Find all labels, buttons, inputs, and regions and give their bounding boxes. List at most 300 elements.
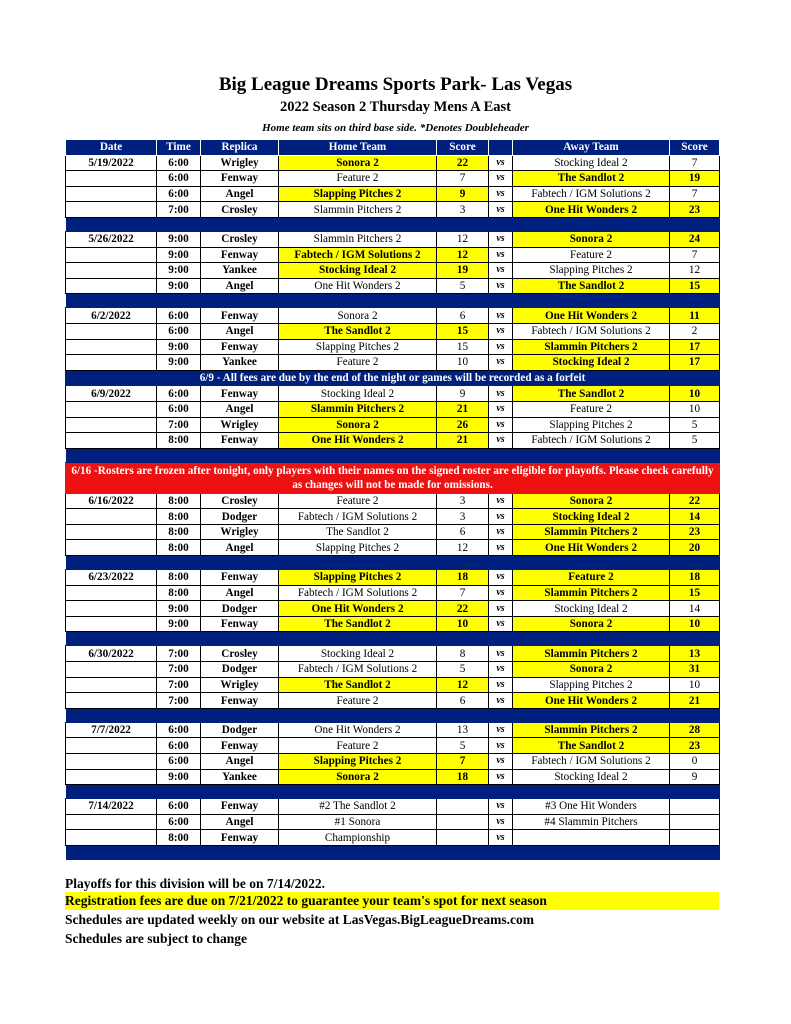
game-row xyxy=(66,278,720,294)
game-date xyxy=(66,278,157,294)
game-row xyxy=(66,722,720,738)
away-team: Feature 2 xyxy=(513,401,670,417)
home-score: 3 xyxy=(437,493,489,509)
home-score: 7 xyxy=(437,171,489,187)
game-date xyxy=(66,417,157,433)
game-row xyxy=(66,646,720,662)
game-date xyxy=(66,339,157,355)
game-replica: Yankee xyxy=(201,355,279,371)
game-replica: Fenway xyxy=(201,616,279,632)
home-score: 26 xyxy=(437,417,489,433)
away-team: Stocking Ideal 2 xyxy=(513,601,670,617)
home-score: 10 xyxy=(437,355,489,371)
away-team xyxy=(513,830,670,846)
game-time: 9:00 xyxy=(157,247,201,263)
game-row xyxy=(66,355,720,371)
footer-website: Schedules are updated weekly on our website at LasVegas.BigLeagueDreams.com xyxy=(65,912,535,927)
home-team: Slapping Pitches 2 xyxy=(279,754,437,770)
game-row xyxy=(66,433,720,449)
away-team: Feature 2 xyxy=(513,247,670,263)
home-team: Slapping Pitches 2 xyxy=(279,339,437,355)
game-row xyxy=(66,830,720,846)
footer-disclaimer: Schedules are subject to change xyxy=(65,931,247,946)
page-note: Home team sits on third base side. *Denotes Doubleheader xyxy=(262,122,529,134)
game-replica: Angel xyxy=(201,186,279,202)
week-separator xyxy=(66,785,720,799)
game-time: 6:00 xyxy=(157,754,201,770)
vs-label: vs xyxy=(489,433,513,449)
schedule-body xyxy=(66,140,720,860)
away-score: 7 xyxy=(670,155,720,171)
game-replica: Dodger xyxy=(201,601,279,617)
game-date: 6/16/2022 xyxy=(66,493,157,509)
vs-label: vs xyxy=(489,323,513,339)
game-time: 9:00 xyxy=(157,263,201,279)
away-team: Sonora 2 xyxy=(513,616,670,632)
roster-notice: 6/16 -Rosters are frozen after tonight, only players with their names on the signed roster are eligible for playoffs. Please check carefully as changes will not be made for omissions. xyxy=(66,462,720,493)
game-time: 9:00 xyxy=(157,278,201,294)
game-row xyxy=(66,601,720,617)
game-row xyxy=(66,509,720,525)
game-row xyxy=(66,202,720,218)
home-score xyxy=(437,830,489,846)
vs-label: vs xyxy=(489,830,513,846)
vs-label: vs xyxy=(489,155,513,171)
game-date xyxy=(66,355,157,371)
home-team: One Hit Wonders 2 xyxy=(279,722,437,738)
game-date xyxy=(66,601,157,617)
away-team: One Hit Wonders 2 xyxy=(513,308,670,324)
game-time: 8:00 xyxy=(157,493,201,509)
away-score: 12 xyxy=(670,263,720,279)
fees-notice: 6/9 - All fees are due by the end of the night or games will be recorded as a forfeit xyxy=(66,370,720,386)
game-date xyxy=(66,662,157,678)
game-replica: Wrigley xyxy=(201,677,279,693)
home-score: 6 xyxy=(437,308,489,324)
home-team: Feature 2 xyxy=(279,171,437,187)
game-row xyxy=(66,677,720,693)
away-team: Stocking Ideal 2 xyxy=(513,769,670,785)
vs-label: vs xyxy=(489,386,513,402)
away-team: Slapping Pitches 2 xyxy=(513,417,670,433)
game-row xyxy=(66,585,720,601)
home-score: 5 xyxy=(437,278,489,294)
vs-label: vs xyxy=(489,417,513,433)
away-score: 15 xyxy=(670,585,720,601)
away-score: 28 xyxy=(670,722,720,738)
game-replica: Fenway xyxy=(201,433,279,449)
game-replica: Dodger xyxy=(201,662,279,678)
separator-cell xyxy=(66,845,720,859)
away-score: 14 xyxy=(670,601,720,617)
home-score: 6 xyxy=(437,524,489,540)
vs-label: vs xyxy=(489,263,513,279)
game-time: 7:00 xyxy=(157,677,201,693)
game-replica: Angel xyxy=(201,814,279,830)
away-team: Slammin Pitchers 2 xyxy=(513,339,670,355)
away-team: Slammin Pitchers 2 xyxy=(513,722,670,738)
away-score: 0 xyxy=(670,754,720,770)
game-date: 6/23/2022 xyxy=(66,570,157,586)
home-team: Stocking Ideal 2 xyxy=(279,646,437,662)
vs-label: vs xyxy=(489,171,513,187)
home-team: One Hit Wonders 2 xyxy=(279,601,437,617)
game-time: 7:00 xyxy=(157,646,201,662)
away-team: Sonora 2 xyxy=(513,231,670,247)
col-replica: Replica xyxy=(201,140,279,156)
away-team: Feature 2 xyxy=(513,570,670,586)
vs-label: vs xyxy=(489,401,513,417)
away-team: Sonora 2 xyxy=(513,493,670,509)
game-row xyxy=(66,308,720,324)
home-team: #1 Sonora xyxy=(279,814,437,830)
game-date xyxy=(66,433,157,449)
away-team: Slapping Pitches 2 xyxy=(513,263,670,279)
home-score: 9 xyxy=(437,386,489,402)
home-score: 22 xyxy=(437,601,489,617)
game-time: 8:00 xyxy=(157,540,201,556)
away-score: 5 xyxy=(670,417,720,433)
home-score: 18 xyxy=(437,570,489,586)
away-team: Stocking Ideal 2 xyxy=(513,509,670,525)
away-score: 19 xyxy=(670,171,720,187)
vs-label: vs xyxy=(489,524,513,540)
game-replica: Angel xyxy=(201,540,279,556)
home-score xyxy=(437,814,489,830)
home-team: Fabtech / IGM Solutions 2 xyxy=(279,509,437,525)
home-score: 21 xyxy=(437,401,489,417)
game-time: 6:00 xyxy=(157,386,201,402)
game-time: 7:00 xyxy=(157,417,201,433)
game-row xyxy=(66,769,720,785)
home-team: Fabtech / IGM Solutions 2 xyxy=(279,247,437,263)
game-row xyxy=(66,171,720,187)
game-row xyxy=(66,814,720,830)
col-vs xyxy=(489,140,513,156)
away-team: #3 One Hit Wonders xyxy=(513,799,670,815)
away-score: 18 xyxy=(670,570,720,586)
game-replica: Fenway xyxy=(201,693,279,709)
away-team: One Hit Wonders 2 xyxy=(513,202,670,218)
vs-label: vs xyxy=(489,231,513,247)
away-team: Fabtech / IGM Solutions 2 xyxy=(513,323,670,339)
game-row xyxy=(66,662,720,678)
away-score: 10 xyxy=(670,616,720,632)
vs-label: vs xyxy=(489,509,513,525)
header-row xyxy=(66,140,720,156)
game-time: 6:00 xyxy=(157,401,201,417)
away-score: 10 xyxy=(670,386,720,402)
game-date: 6/2/2022 xyxy=(66,308,157,324)
fees-notice-row xyxy=(66,370,720,386)
game-row xyxy=(66,247,720,263)
week-separator xyxy=(66,448,720,462)
game-time: 6:00 xyxy=(157,308,201,324)
vs-label: vs xyxy=(489,662,513,678)
home-team: Slapping Pitches 2 xyxy=(279,186,437,202)
game-row xyxy=(66,754,720,770)
home-team: Feature 2 xyxy=(279,355,437,371)
home-score: 15 xyxy=(437,339,489,355)
game-row xyxy=(66,799,720,815)
vs-label: vs xyxy=(489,769,513,785)
game-time: 7:00 xyxy=(157,662,201,678)
away-team: Sonora 2 xyxy=(513,662,670,678)
game-date xyxy=(66,830,157,846)
away-team: Stocking Ideal 2 xyxy=(513,155,670,171)
home-score: 7 xyxy=(437,585,489,601)
vs-label: vs xyxy=(489,570,513,586)
game-replica: Yankee xyxy=(201,263,279,279)
home-team: Feature 2 xyxy=(279,693,437,709)
away-score: 11 xyxy=(670,308,720,324)
game-time: 6:00 xyxy=(157,738,201,754)
game-date: 5/19/2022 xyxy=(66,155,157,171)
game-replica: Fenway xyxy=(201,799,279,815)
game-time: 8:00 xyxy=(157,509,201,525)
game-replica: Angel xyxy=(201,401,279,417)
home-score: 12 xyxy=(437,231,489,247)
page-subtitle: 2022 Season 2 Thursday Mens A East xyxy=(280,99,511,115)
game-row xyxy=(66,540,720,556)
home-score: 18 xyxy=(437,769,489,785)
vs-label: vs xyxy=(489,799,513,815)
away-score: 21 xyxy=(670,693,720,709)
away-score: 23 xyxy=(670,524,720,540)
away-team: The Sandlot 2 xyxy=(513,738,670,754)
game-replica: Wrigley xyxy=(201,155,279,171)
game-date xyxy=(66,171,157,187)
week-separator xyxy=(66,632,720,646)
home-team: Slammin Pitchers 2 xyxy=(279,202,437,218)
home-score: 5 xyxy=(437,662,489,678)
week-separator xyxy=(66,845,720,859)
home-team: Sonora 2 xyxy=(279,417,437,433)
home-score: 9 xyxy=(437,186,489,202)
home-team: Sonora 2 xyxy=(279,769,437,785)
col-home-score: Score xyxy=(437,140,489,156)
vs-label: vs xyxy=(489,278,513,294)
vs-label: vs xyxy=(489,355,513,371)
vs-label: vs xyxy=(489,601,513,617)
away-score: 9 xyxy=(670,769,720,785)
vs-label: vs xyxy=(489,814,513,830)
game-date: 6/9/2022 xyxy=(66,386,157,402)
away-score: 15 xyxy=(670,278,720,294)
week-separator xyxy=(66,708,720,722)
game-replica: Fenway xyxy=(201,247,279,263)
game-time: 6:00 xyxy=(157,323,201,339)
game-row xyxy=(66,155,720,171)
game-replica: Angel xyxy=(201,754,279,770)
home-team: Slammin Pitchers 2 xyxy=(279,231,437,247)
home-team: Championship xyxy=(279,830,437,846)
home-score: 3 xyxy=(437,509,489,525)
away-score: 14 xyxy=(670,509,720,525)
game-time: 8:00 xyxy=(157,830,201,846)
away-team: Stocking Ideal 2 xyxy=(513,355,670,371)
away-score: 24 xyxy=(670,231,720,247)
vs-label: vs xyxy=(489,202,513,218)
away-score: 2 xyxy=(670,323,720,339)
game-row xyxy=(66,231,720,247)
game-row xyxy=(66,323,720,339)
separator-cell xyxy=(66,632,720,646)
away-score: 10 xyxy=(670,677,720,693)
home-score: 12 xyxy=(437,247,489,263)
vs-label: vs xyxy=(489,308,513,324)
game-date xyxy=(66,323,157,339)
game-date xyxy=(66,202,157,218)
away-team: The Sandlot 2 xyxy=(513,171,670,187)
game-replica: Dodger xyxy=(201,509,279,525)
separator-cell xyxy=(66,448,720,462)
away-score: 13 xyxy=(670,646,720,662)
game-date xyxy=(66,524,157,540)
home-score: 10 xyxy=(437,616,489,632)
vs-label: vs xyxy=(489,540,513,556)
game-replica: Wrigley xyxy=(201,417,279,433)
game-date: 7/7/2022 xyxy=(66,722,157,738)
home-score: 7 xyxy=(437,754,489,770)
separator-cell xyxy=(66,294,720,308)
vs-label: vs xyxy=(489,247,513,263)
game-row xyxy=(66,738,720,754)
vs-label: vs xyxy=(489,585,513,601)
game-date xyxy=(66,247,157,263)
vs-label: vs xyxy=(489,754,513,770)
footer-registration: Registration fees are due on 7/21/2022 to guarantee your team's spot for next season xyxy=(65,892,719,910)
game-date xyxy=(66,814,157,830)
week-separator xyxy=(66,294,720,308)
home-score: 15 xyxy=(437,323,489,339)
home-team: The Sandlot 2 xyxy=(279,677,437,693)
away-score: 5 xyxy=(670,433,720,449)
game-time: 6:00 xyxy=(157,799,201,815)
away-score: 17 xyxy=(670,339,720,355)
vs-label: vs xyxy=(489,186,513,202)
home-score: 22 xyxy=(437,155,489,171)
col-time: Time xyxy=(157,140,201,156)
home-team: #2 The Sandlot 2 xyxy=(279,799,437,815)
game-date: 7/14/2022 xyxy=(66,799,157,815)
game-replica: Wrigley xyxy=(201,524,279,540)
game-time: 9:00 xyxy=(157,601,201,617)
game-row xyxy=(66,524,720,540)
home-team: Stocking Ideal 2 xyxy=(279,263,437,279)
away-score: 17 xyxy=(670,355,720,371)
week-separator xyxy=(66,217,720,231)
away-score: 20 xyxy=(670,540,720,556)
game-replica: Dodger xyxy=(201,722,279,738)
away-team: The Sandlot 2 xyxy=(513,278,670,294)
away-score: 22 xyxy=(670,493,720,509)
col-away-team: Away Team xyxy=(513,140,670,156)
home-team: Stocking Ideal 2 xyxy=(279,386,437,402)
away-score xyxy=(670,799,720,815)
game-time: 6:00 xyxy=(157,155,201,171)
game-time: 9:00 xyxy=(157,339,201,355)
home-team: Slapping Pitches 2 xyxy=(279,570,437,586)
home-score: 3 xyxy=(437,202,489,218)
game-replica: Crosley xyxy=(201,231,279,247)
home-team: Fabtech / IGM Solutions 2 xyxy=(279,662,437,678)
home-team: The Sandlot 2 xyxy=(279,323,437,339)
away-team: Slammin Pitchers 2 xyxy=(513,585,670,601)
col-away-score: Score xyxy=(670,140,720,156)
separator-cell xyxy=(66,785,720,799)
away-team: One Hit Wonders 2 xyxy=(513,540,670,556)
away-team: Fabtech / IGM Solutions 2 xyxy=(513,186,670,202)
game-row xyxy=(66,386,720,402)
away-team: Fabtech / IGM Solutions 2 xyxy=(513,754,670,770)
game-row xyxy=(66,186,720,202)
home-team: Fabtech / IGM Solutions 2 xyxy=(279,585,437,601)
game-replica: Crosley xyxy=(201,202,279,218)
game-time: 8:00 xyxy=(157,524,201,540)
game-date xyxy=(66,677,157,693)
game-replica: Fenway xyxy=(201,738,279,754)
vs-label: vs xyxy=(489,693,513,709)
game-time: 8:00 xyxy=(157,585,201,601)
game-row xyxy=(66,570,720,586)
game-time: 9:00 xyxy=(157,355,201,371)
game-row xyxy=(66,693,720,709)
game-date xyxy=(66,540,157,556)
game-date: 6/30/2022 xyxy=(66,646,157,662)
home-score: 13 xyxy=(437,722,489,738)
game-date xyxy=(66,754,157,770)
separator-cell xyxy=(66,217,720,231)
game-replica: Crosley xyxy=(201,493,279,509)
game-date xyxy=(66,263,157,279)
away-team: #4 Slammin Pitchers xyxy=(513,814,670,830)
home-score: 12 xyxy=(437,540,489,556)
home-score: 19 xyxy=(437,263,489,279)
col-date: Date xyxy=(66,140,157,156)
game-date xyxy=(66,401,157,417)
col-home-team: Home Team xyxy=(279,140,437,156)
away-score xyxy=(670,830,720,846)
game-replica: Angel xyxy=(201,323,279,339)
away-score: 31 xyxy=(670,662,720,678)
game-replica: Fenway xyxy=(201,570,279,586)
home-team: One Hit Wonders 2 xyxy=(279,278,437,294)
vs-label: vs xyxy=(489,616,513,632)
game-row xyxy=(66,417,720,433)
vs-label: vs xyxy=(489,646,513,662)
home-team: Sonora 2 xyxy=(279,155,437,171)
away-score: 7 xyxy=(670,186,720,202)
game-replica: Fenway xyxy=(201,830,279,846)
game-time: 6:00 xyxy=(157,722,201,738)
home-score: 21 xyxy=(437,433,489,449)
vs-label: vs xyxy=(489,677,513,693)
away-team: Fabtech / IGM Solutions 2 xyxy=(513,433,670,449)
game-row xyxy=(66,493,720,509)
home-team: The Sandlot 2 xyxy=(279,616,437,632)
game-time: 9:00 xyxy=(157,769,201,785)
separator-cell xyxy=(66,556,720,570)
home-score: 5 xyxy=(437,738,489,754)
game-time: 9:00 xyxy=(157,616,201,632)
game-date xyxy=(66,509,157,525)
game-time: 6:00 xyxy=(157,186,201,202)
game-replica: Fenway xyxy=(201,171,279,187)
home-score xyxy=(437,799,489,815)
game-replica: Fenway xyxy=(201,386,279,402)
away-score xyxy=(670,814,720,830)
